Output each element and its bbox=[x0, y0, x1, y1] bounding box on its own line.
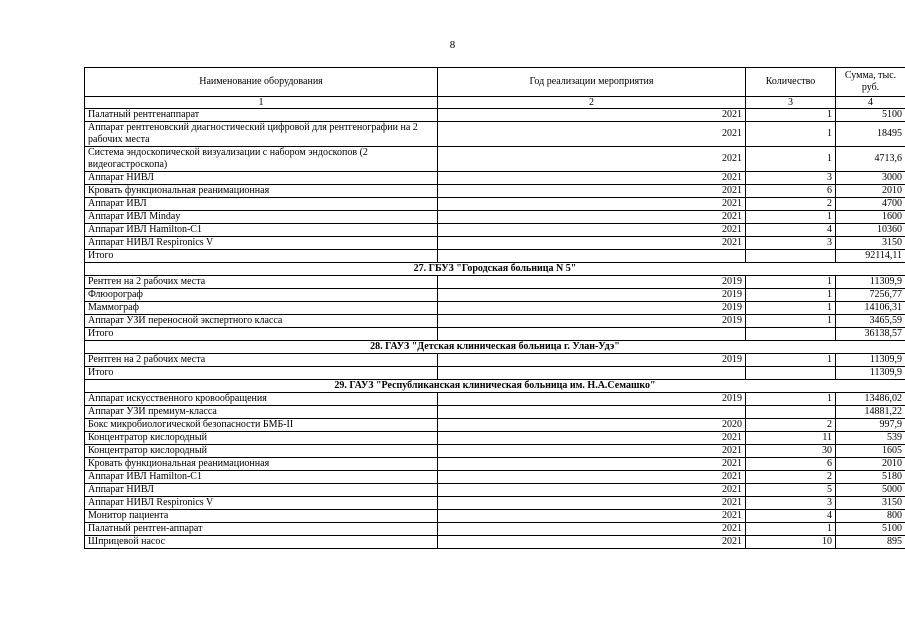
quantity-cell: 1 bbox=[746, 147, 836, 172]
quantity-cell: 3 bbox=[746, 237, 836, 250]
year-cell: 2021 bbox=[438, 198, 746, 211]
year-cell: 2021 bbox=[438, 109, 746, 122]
section-header-row bbox=[85, 341, 905, 354]
equipment-table bbox=[84, 67, 905, 549]
section-title: 27. ГБУЗ "Городская больница N 5" bbox=[85, 263, 905, 276]
sum-cell: 3150 bbox=[836, 497, 905, 510]
table-row bbox=[85, 497, 905, 510]
sum-cell: 2010 bbox=[836, 458, 905, 471]
equipment-name-cell: Аппарат УЗИ переносной экспертного класса bbox=[85, 315, 438, 328]
sum-cell: 539 bbox=[836, 432, 905, 445]
column-number: 4 bbox=[836, 97, 905, 109]
year-cell: 2021 bbox=[438, 484, 746, 497]
year-cell: 2021 bbox=[438, 510, 746, 523]
year-cell: 2019 bbox=[438, 354, 746, 367]
equipment-name-cell: Итого bbox=[85, 250, 438, 263]
header-quantity: Количество bbox=[746, 68, 836, 97]
quantity-cell: 4 bbox=[746, 510, 836, 523]
column-number: 1 bbox=[85, 97, 438, 109]
table-row bbox=[85, 354, 905, 367]
equipment-name-cell: Аппарат ИВЛ Minday bbox=[85, 211, 438, 224]
sum-cell: 997,9 bbox=[836, 419, 905, 432]
year-cell: 2019 bbox=[438, 315, 746, 328]
sum-cell: 5100 bbox=[836, 109, 905, 122]
column-number-row bbox=[85, 97, 905, 109]
year-cell: 2019 bbox=[438, 393, 746, 406]
quantity-cell bbox=[746, 250, 836, 263]
sum-cell: 3465,59 bbox=[836, 315, 905, 328]
sum-cell: 1600 bbox=[836, 211, 905, 224]
column-number: 2 bbox=[438, 97, 746, 109]
quantity-cell: 1 bbox=[746, 315, 836, 328]
section-header-row bbox=[85, 380, 905, 393]
quantity-cell bbox=[746, 328, 836, 341]
quantity-cell: 1 bbox=[746, 393, 836, 406]
year-cell: 2021 bbox=[438, 497, 746, 510]
header-year: Год реализации мероприятия bbox=[438, 68, 746, 97]
sum-cell: 5100 bbox=[836, 523, 905, 536]
equipment-name-cell: Аппарат НИВЛ Respironics V bbox=[85, 237, 438, 250]
quantity-cell: 2 bbox=[746, 419, 836, 432]
equipment-name-cell: Бокс микробиологической безопасности БМБ-II bbox=[85, 419, 438, 432]
sum-cell: 4713,6 bbox=[836, 147, 905, 172]
table-row bbox=[85, 147, 905, 172]
total-row bbox=[85, 328, 905, 341]
equipment-name-cell: Аппарат НИВЛ Respironics V bbox=[85, 497, 438, 510]
equipment-name-cell: Аппарат рентгеновский диагностический цифровой для рентгенографии на 2 рабочих места bbox=[85, 122, 438, 147]
section-title: 29. ГАУЗ "Республиканская клиническая больница им. Н.А.Семашко" bbox=[85, 380, 905, 393]
equipment-name-cell: Концентратор кислородный bbox=[85, 432, 438, 445]
table-row bbox=[85, 172, 905, 185]
year-cell bbox=[438, 328, 746, 341]
table-body bbox=[85, 109, 905, 549]
sum-cell: 5000 bbox=[836, 484, 905, 497]
sum-cell: 11309,9 bbox=[836, 276, 905, 289]
quantity-cell: 5 bbox=[746, 484, 836, 497]
table-row bbox=[85, 471, 905, 484]
table-row bbox=[85, 315, 905, 328]
sum-cell: 3000 bbox=[836, 172, 905, 185]
equipment-name-cell: Кровать функциональная реанимационная bbox=[85, 185, 438, 198]
year-cell: 2021 bbox=[438, 237, 746, 250]
sum-cell: 800 bbox=[836, 510, 905, 523]
year-cell bbox=[438, 406, 746, 419]
column-number: 3 bbox=[746, 97, 836, 109]
quantity-cell: 2 bbox=[746, 471, 836, 484]
table-row bbox=[85, 289, 905, 302]
year-cell: 2021 bbox=[438, 122, 746, 147]
table-row bbox=[85, 484, 905, 497]
equipment-name-cell: Система эндоскопической визуализации с набором эндоскопов (2 видеогастроскопа) bbox=[85, 147, 438, 172]
table-row bbox=[85, 237, 905, 250]
equipment-name-cell: Флюорограф bbox=[85, 289, 438, 302]
sum-cell: 92114,11 bbox=[836, 250, 905, 263]
year-cell: 2021 bbox=[438, 471, 746, 484]
equipment-name-cell: Шприцевой насос bbox=[85, 536, 438, 549]
sum-cell: 36138,57 bbox=[836, 328, 905, 341]
sum-cell: 1605 bbox=[836, 445, 905, 458]
table-row bbox=[85, 406, 905, 419]
year-cell: 2019 bbox=[438, 276, 746, 289]
year-cell: 2021 bbox=[438, 445, 746, 458]
quantity-cell: 1 bbox=[746, 276, 836, 289]
page-number: 8 bbox=[449, 39, 456, 51]
sum-cell: 4700 bbox=[836, 198, 905, 211]
equipment-name-cell: Концентратор кислородный bbox=[85, 445, 438, 458]
year-cell: 2020 bbox=[438, 419, 746, 432]
sum-cell: 3150 bbox=[836, 237, 905, 250]
table-row bbox=[85, 224, 905, 237]
equipment-name-cell: Кровать функциональная реанимационная bbox=[85, 458, 438, 471]
table-row bbox=[85, 445, 905, 458]
table-row bbox=[85, 109, 905, 122]
sum-cell: 11309,9 bbox=[836, 367, 905, 380]
table-row bbox=[85, 523, 905, 536]
quantity-cell: 3 bbox=[746, 172, 836, 185]
table-row bbox=[85, 211, 905, 224]
equipment-name-cell: Аппарат НИВЛ bbox=[85, 484, 438, 497]
table-row bbox=[85, 458, 905, 471]
year-cell: 2021 bbox=[438, 211, 746, 224]
sum-cell: 18495 bbox=[836, 122, 905, 147]
table-row bbox=[85, 276, 905, 289]
year-cell: 2021 bbox=[438, 536, 746, 549]
quantity-cell: 4 bbox=[746, 224, 836, 237]
equipment-name-cell: Рентген на 2 рабочих места bbox=[85, 276, 438, 289]
year-cell: 2021 bbox=[438, 224, 746, 237]
equipment-name-cell: Аппарат ИВЛ Hamilton-C1 bbox=[85, 471, 438, 484]
equipment-name-cell: Рентген на 2 рабочих места bbox=[85, 354, 438, 367]
year-cell: 2021 bbox=[438, 172, 746, 185]
table-row bbox=[85, 122, 905, 147]
sum-cell: 14106,31 bbox=[836, 302, 905, 315]
equipment-name-cell: Аппарат искусственного кровообращения bbox=[85, 393, 438, 406]
quantity-cell: 2 bbox=[746, 198, 836, 211]
sum-cell: 11309,9 bbox=[836, 354, 905, 367]
table-row bbox=[85, 302, 905, 315]
quantity-cell: 1 bbox=[746, 211, 836, 224]
header-sum: Сумма, тыс. руб. bbox=[836, 68, 905, 97]
section-header-row bbox=[85, 263, 905, 276]
equipment-name-cell: Итого bbox=[85, 367, 438, 380]
year-cell bbox=[438, 250, 746, 263]
sum-cell: 7256,77 bbox=[836, 289, 905, 302]
table-row bbox=[85, 419, 905, 432]
sum-cell: 5180 bbox=[836, 471, 905, 484]
year-cell: 2021 bbox=[438, 147, 746, 172]
table-row bbox=[85, 185, 905, 198]
total-row bbox=[85, 367, 905, 380]
equipment-name-cell: Итого bbox=[85, 328, 438, 341]
table-row bbox=[85, 510, 905, 523]
equipment-name-cell: Палатный рентген-аппарат bbox=[85, 523, 438, 536]
quantity-cell: 10 bbox=[746, 536, 836, 549]
quantity-cell: 1 bbox=[746, 302, 836, 315]
equipment-name-cell: Монитор пациента bbox=[85, 510, 438, 523]
year-cell: 2019 bbox=[438, 289, 746, 302]
quantity-cell: 1 bbox=[746, 122, 836, 147]
equipment-name-cell: Аппарат УЗИ премиум-класса bbox=[85, 406, 438, 419]
year-cell: 2019 bbox=[438, 302, 746, 315]
equipment-name-cell: Маммограф bbox=[85, 302, 438, 315]
table-row bbox=[85, 198, 905, 211]
table-row bbox=[85, 536, 905, 549]
year-cell: 2021 bbox=[438, 185, 746, 198]
equipment-name-cell: Палатный рентгенаппарат bbox=[85, 109, 438, 122]
header-row bbox=[85, 68, 905, 97]
quantity-cell: 6 bbox=[746, 185, 836, 198]
quantity-cell: 1 bbox=[746, 289, 836, 302]
quantity-cell: 3 bbox=[746, 497, 836, 510]
quantity-cell: 30 bbox=[746, 445, 836, 458]
equipment-name-cell: Аппарат ИВЛ bbox=[85, 198, 438, 211]
sum-cell: 2010 bbox=[836, 185, 905, 198]
table-row bbox=[85, 432, 905, 445]
section-title: 28. ГАУЗ "Детская клиническая больница г. Улан-Удэ" bbox=[85, 341, 905, 354]
year-cell: 2021 bbox=[438, 432, 746, 445]
equipment-name-cell: Аппарат НИВЛ bbox=[85, 172, 438, 185]
year-cell bbox=[438, 367, 746, 380]
quantity-cell: 11 bbox=[746, 432, 836, 445]
quantity-cell bbox=[746, 367, 836, 380]
quantity-cell bbox=[746, 406, 836, 419]
year-cell: 2021 bbox=[438, 458, 746, 471]
sum-cell: 13486,02 bbox=[836, 393, 905, 406]
sum-cell: 14881,22 bbox=[836, 406, 905, 419]
quantity-cell: 6 bbox=[746, 458, 836, 471]
table-row bbox=[85, 393, 905, 406]
year-cell: 2021 bbox=[438, 523, 746, 536]
sum-cell: 895 bbox=[836, 536, 905, 549]
header-equipment-name: Наименование оборудования bbox=[85, 68, 438, 97]
quantity-cell: 1 bbox=[746, 109, 836, 122]
equipment-name-cell: Аппарат ИВЛ Hamilton-C1 bbox=[85, 224, 438, 237]
quantity-cell: 1 bbox=[746, 354, 836, 367]
quantity-cell: 1 bbox=[746, 523, 836, 536]
sum-cell: 10360 bbox=[836, 224, 905, 237]
total-row bbox=[85, 250, 905, 263]
